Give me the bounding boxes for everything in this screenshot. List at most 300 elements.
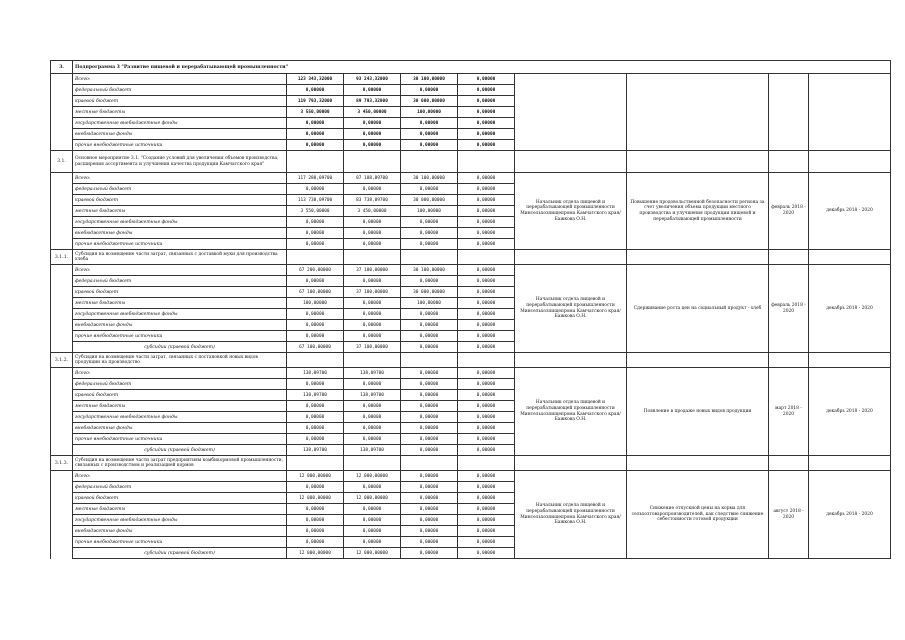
amount-cell: 30 000,00000 xyxy=(401,195,458,206)
amount-cell: 0,00000 xyxy=(287,276,344,287)
blank-cell xyxy=(287,456,344,471)
amount-cell: 0,00000 xyxy=(287,320,344,331)
amount-cell: 0,00000 xyxy=(458,412,515,423)
amount-cell: 0,00000 xyxy=(344,504,401,515)
amount-cell: 119 793,32000 xyxy=(287,96,344,107)
amount-cell: 0,00000 xyxy=(458,195,515,206)
blank-cell xyxy=(344,250,401,265)
document-sheet xyxy=(50,60,890,556)
amount-cell: 0,00000 xyxy=(458,276,515,287)
blank-cell xyxy=(458,250,515,265)
row-number-cell xyxy=(51,504,73,515)
amount-cell: 138,09700 xyxy=(287,390,344,401)
row-number-cell xyxy=(51,412,73,423)
row-number-cell xyxy=(51,107,73,118)
start-date-cell xyxy=(769,74,809,151)
amount-cell: 0,00000 xyxy=(401,239,458,250)
amount-cell: 3 550,00000 xyxy=(287,107,344,118)
amount-cell: 0,00000 xyxy=(344,537,401,548)
amount-cell: 0,00000 xyxy=(344,401,401,412)
amount-cell: 0,00000 xyxy=(458,445,515,456)
amount-cell: 0,00000 xyxy=(344,228,401,239)
amount-cell: 123 343,32000 xyxy=(287,74,344,85)
amount-cell: 67 200,00000 xyxy=(287,265,344,276)
table-body xyxy=(51,61,891,559)
row-number-cell xyxy=(51,342,73,353)
amount-cell: 0,00000 xyxy=(458,320,515,331)
row-number-cell xyxy=(51,276,73,287)
blank-cell xyxy=(515,250,627,265)
amount-cell: 0,00000 xyxy=(344,217,401,228)
result-cell xyxy=(627,74,769,151)
row-number-cell xyxy=(51,331,73,342)
result-cell: Повышение продовольственной безопасности региона за счет увеличения объема продукции местного производства и улучшения продукции пищевой и перерабатывающей промышленности xyxy=(627,173,769,250)
row-number-cell xyxy=(51,239,73,250)
amount-cell: 0,00000 xyxy=(287,184,344,195)
row-number-cell xyxy=(51,217,73,228)
responsible-cell: Начальник отдела пищевой и перерабатывающей промышленности Минсельхозпищепрома Камчатского края/ Бажкова О.Н. xyxy=(515,368,627,456)
amount-cell: 0,00000 xyxy=(458,140,515,151)
amount-cell: 67 100,00000 xyxy=(287,342,344,353)
amount-cell: 0,00000 xyxy=(344,140,401,151)
amount-cell: 0,00000 xyxy=(287,309,344,320)
amount-cell: 0,00000 xyxy=(344,184,401,195)
amount-cell: 117 288,09700 xyxy=(287,173,344,184)
amount-cell: 0,00000 xyxy=(458,548,515,559)
responsible-cell xyxy=(515,74,627,151)
amount-cell: 3 450,00000 xyxy=(344,107,401,118)
end-date-cell: декабрь 2018 - 2020 xyxy=(809,368,891,456)
amount-cell: 0,00000 xyxy=(401,537,458,548)
amount-cell: 0,00000 xyxy=(401,184,458,195)
amount-cell: 0,00000 xyxy=(401,140,458,151)
amount-cell: 0,00000 xyxy=(458,482,515,493)
amount-cell: 138,09700 xyxy=(344,390,401,401)
funding-source-label: федеральный бюджет xyxy=(73,85,287,96)
measure-number: 3.1.1. xyxy=(51,250,73,265)
start-date-cell: февраль 2018 - 2020 xyxy=(769,265,809,353)
funding-source-label: федеральный бюджет xyxy=(73,379,287,390)
amount-cell: 0,00000 xyxy=(458,287,515,298)
measure-header-row xyxy=(51,250,891,265)
amount-cell: 0,00000 xyxy=(458,423,515,434)
amount-cell: 0,00000 xyxy=(401,228,458,239)
amount-cell: 100,00000 xyxy=(401,298,458,309)
row-number-cell xyxy=(51,85,73,96)
funding-source-label: субсидии (краевой бюджет) xyxy=(73,342,287,353)
funding-source-label: внебюджетные фонды xyxy=(73,423,287,434)
table-row xyxy=(51,74,891,85)
funding-source-label: краевой бюджет xyxy=(73,390,287,401)
amount-cell: 0,00000 xyxy=(344,298,401,309)
funding-source-label: Всего: xyxy=(73,265,287,276)
amount-cell: 0,00000 xyxy=(287,526,344,537)
row-number-cell xyxy=(51,379,73,390)
amount-cell: 0,00000 xyxy=(458,206,515,217)
blank-cell xyxy=(627,151,769,173)
amount-cell: 0,00000 xyxy=(401,129,458,140)
row-number-cell xyxy=(51,206,73,217)
row-number-cell xyxy=(51,228,73,239)
amount-cell: 0,00000 xyxy=(401,434,458,445)
amount-cell: 12 000,00000 xyxy=(287,493,344,504)
amount-cell: 30 000,00000 xyxy=(401,96,458,107)
amount-cell: 0,00000 xyxy=(401,504,458,515)
funding-source-label: Всего: xyxy=(73,74,287,85)
funding-source-label: государственные внебюджетные фонды xyxy=(73,217,287,228)
funding-source-label: федеральный бюджет xyxy=(73,482,287,493)
amount-cell: 0,00000 xyxy=(458,390,515,401)
blank-cell xyxy=(344,456,401,471)
amount-cell: 0,00000 xyxy=(401,401,458,412)
measure-title: Субсидия на возмещение части затрат, связанных с доставкой муки для производства хлеба xyxy=(73,250,287,265)
amount-cell: 0,00000 xyxy=(287,331,344,342)
amount-cell: 0,00000 xyxy=(401,493,458,504)
amount-cell: 0,00000 xyxy=(458,342,515,353)
measure-header-row xyxy=(51,353,891,368)
amount-cell: 138,09700 xyxy=(344,445,401,456)
row-number-cell xyxy=(51,368,73,379)
amount-cell: 0,00000 xyxy=(458,228,515,239)
amount-cell: 0,00000 xyxy=(287,85,344,96)
amount-cell: 12 000,00000 xyxy=(344,548,401,559)
amount-cell: 12 000,00000 xyxy=(287,471,344,482)
start-date-cell: август 2018 - 2020 xyxy=(769,471,809,559)
row-number-cell xyxy=(51,526,73,537)
amount-cell: 0,00000 xyxy=(287,412,344,423)
blank-cell xyxy=(401,151,458,173)
amount-cell: 0,00000 xyxy=(344,482,401,493)
amount-cell: 138,09700 xyxy=(344,368,401,379)
amount-cell: 0,00000 xyxy=(458,96,515,107)
row-number-cell xyxy=(51,471,73,482)
row-number-cell xyxy=(51,195,73,206)
row-number-cell xyxy=(51,129,73,140)
amount-cell: 0,00000 xyxy=(344,434,401,445)
amount-cell: 0,00000 xyxy=(287,482,344,493)
amount-cell: 0,00000 xyxy=(344,331,401,342)
funding-source-label: федеральный бюджет xyxy=(73,276,287,287)
amount-cell: 0,00000 xyxy=(401,482,458,493)
amount-cell: 3 450,00000 xyxy=(344,206,401,217)
blank-cell xyxy=(458,456,515,471)
blank-cell xyxy=(627,353,769,368)
amount-cell: 100,00000 xyxy=(401,107,458,118)
end-date-cell: декабрь 2018 - 2020 xyxy=(809,471,891,559)
amount-cell: 87 188,09700 xyxy=(344,173,401,184)
amount-cell: 0,00000 xyxy=(287,379,344,390)
amount-cell: 0,00000 xyxy=(458,401,515,412)
amount-cell: 0,00000 xyxy=(458,537,515,548)
amount-cell: 30 100,00000 xyxy=(401,265,458,276)
blank-cell xyxy=(287,151,344,173)
start-date-cell: март 2018 - 2020 xyxy=(769,368,809,456)
amount-cell: 0,00000 xyxy=(401,548,458,559)
funding-source-label: внебюджетные фонды xyxy=(73,320,287,331)
amount-cell: 0,00000 xyxy=(458,331,515,342)
blank-cell xyxy=(809,151,891,173)
funding-source-label: государственные внебюджетные фонды xyxy=(73,515,287,526)
amount-cell: 0,00000 xyxy=(458,504,515,515)
amount-cell: 138,09700 xyxy=(287,368,344,379)
funding-source-label: прочие внебюджетные источники xyxy=(73,537,287,548)
funding-source-label: внебюджетные фонды xyxy=(73,228,287,239)
amount-cell: 0,00000 xyxy=(344,320,401,331)
row-number-cell xyxy=(51,482,73,493)
amount-cell: 0,00000 xyxy=(287,515,344,526)
amount-cell: 0,00000 xyxy=(458,309,515,320)
funding-source-label: внебюджетные фонды xyxy=(73,129,287,140)
amount-cell: 83 738,09700 xyxy=(344,195,401,206)
measure-title: Субсидия на возмещение части затрат, связанных с постановкой новых видов продукции на производство xyxy=(73,353,287,368)
responsible-cell: Начальник отдела пищевой и перерабатывающей промышленности Минсельхозпищепрома Камчатского края/ Бажкова О.Н. xyxy=(515,265,627,353)
amount-cell: 0,00000 xyxy=(458,493,515,504)
funding-source-label: местные бюджеты xyxy=(73,401,287,412)
funding-source-label: субсидии (краевой бюджет) xyxy=(73,548,287,559)
amount-cell: 0,00000 xyxy=(344,129,401,140)
amount-cell: 89 793,32000 xyxy=(344,96,401,107)
amount-cell: 30 000,00000 xyxy=(401,287,458,298)
amount-cell: 0,00000 xyxy=(458,434,515,445)
amount-cell: 0,00000 xyxy=(287,217,344,228)
amount-cell: 0,00000 xyxy=(401,526,458,537)
measure-header-row xyxy=(51,456,891,471)
amount-cell: 0,00000 xyxy=(287,504,344,515)
amount-cell: 0,00000 xyxy=(458,379,515,390)
amount-cell: 0,00000 xyxy=(458,173,515,184)
amount-cell: 0,00000 xyxy=(458,184,515,195)
amount-cell: 0,00000 xyxy=(287,423,344,434)
row-number-cell xyxy=(51,173,73,184)
measure-title: Субсидия на возмещение части затрат предприятиям комбикормовой промышленности, связанных с производством и реализацией кормов xyxy=(73,456,287,471)
amount-cell: 37 100,00000 xyxy=(344,287,401,298)
row-number-cell xyxy=(51,184,73,195)
subprogram-number: 3. xyxy=(51,61,73,74)
blank-cell xyxy=(344,151,401,173)
funding-source-label: Всего: xyxy=(73,368,287,379)
amount-cell: 0,00000 xyxy=(458,298,515,309)
amount-cell: 0,00000 xyxy=(458,239,515,250)
table-row xyxy=(51,368,891,379)
funding-source-label: прочие внебюджетные источники xyxy=(73,140,287,151)
amount-cell: 37 100,00000 xyxy=(344,265,401,276)
funding-source-label: государственные внебюджетные фонды xyxy=(73,118,287,129)
row-number-cell xyxy=(51,74,73,85)
blank-cell xyxy=(627,250,769,265)
blank-cell xyxy=(769,456,809,471)
amount-cell: 0,00000 xyxy=(458,85,515,96)
result-cell: Снижение отпускной цены на корма для сельхозтоваропроизводителей, как следствие снижение себестоимости готовой продукции xyxy=(627,471,769,559)
blank-cell xyxy=(809,353,891,368)
row-number-cell xyxy=(51,320,73,331)
blank-cell xyxy=(515,456,627,471)
responsible-cell: Начальник отдела пищевой и перерабатывающей промышленности Минсельхозпищепрома Камчатского края/ Бажкова О.Н. xyxy=(515,471,627,559)
amount-cell: 100,00000 xyxy=(401,206,458,217)
amount-cell: 0,00000 xyxy=(287,537,344,548)
row-number-cell xyxy=(51,493,73,504)
blank-cell xyxy=(287,353,344,368)
measure-number: 3.1.2. xyxy=(51,353,73,368)
funding-source-label: краевой бюджет xyxy=(73,493,287,504)
amount-cell: 0,00000 xyxy=(458,118,515,129)
funding-source-label: краевой бюджет xyxy=(73,96,287,107)
funding-source-label: государственные внебюджетные фонды xyxy=(73,412,287,423)
amount-cell: 0,00000 xyxy=(344,309,401,320)
funding-source-label: местные бюджеты xyxy=(73,504,287,515)
amount-cell: 0,00000 xyxy=(401,423,458,434)
funding-source-label: государственные внебюджетные фонды xyxy=(73,309,287,320)
amount-cell: 0,00000 xyxy=(458,526,515,537)
amount-cell: 0,00000 xyxy=(458,265,515,276)
blank-cell xyxy=(401,250,458,265)
end-date-cell xyxy=(809,74,891,151)
row-number-cell xyxy=(51,287,73,298)
amount-cell: 113 738,09700 xyxy=(287,195,344,206)
row-number-cell xyxy=(51,265,73,276)
amount-cell: 0,00000 xyxy=(401,320,458,331)
amount-cell: 93 243,32000 xyxy=(344,74,401,85)
funding-source-label: прочие внебюджетные источники xyxy=(73,239,287,250)
subprogram-row xyxy=(51,61,891,74)
amount-cell: 12 000,00000 xyxy=(344,493,401,504)
blank-cell xyxy=(515,151,627,173)
funding-source-label: Всего: xyxy=(73,173,287,184)
amount-cell: 0,00000 xyxy=(458,129,515,140)
amount-cell: 30 100,00000 xyxy=(401,74,458,85)
amount-cell: 0,00000 xyxy=(458,471,515,482)
amount-cell: 0,00000 xyxy=(287,239,344,250)
amount-cell: 0,00000 xyxy=(401,342,458,353)
blank-cell xyxy=(458,353,515,368)
amount-cell: 0,00000 xyxy=(401,276,458,287)
funding-source-label: внебюджетные фонды xyxy=(73,526,287,537)
amount-cell: 0,00000 xyxy=(344,379,401,390)
blank-cell xyxy=(287,250,344,265)
row-number-cell xyxy=(51,401,73,412)
funding-source-label: прочие внебюджетные источники xyxy=(73,331,287,342)
blank-cell xyxy=(809,456,891,471)
blank-cell xyxy=(458,151,515,173)
funding-source-label: федеральный бюджет xyxy=(73,184,287,195)
amount-cell: 0,00000 xyxy=(401,412,458,423)
amount-cell: 0,00000 xyxy=(401,471,458,482)
amount-cell: 12 000,00000 xyxy=(287,548,344,559)
amount-cell: 3 550,00000 xyxy=(287,206,344,217)
amount-cell: 0,00000 xyxy=(287,140,344,151)
funding-source-label: субсидии (краевой бюджет) xyxy=(73,445,287,456)
row-number-cell xyxy=(51,548,73,559)
amount-cell: 0,00000 xyxy=(344,276,401,287)
blank-cell xyxy=(809,250,891,265)
amount-cell: 0,00000 xyxy=(458,515,515,526)
row-number-cell xyxy=(51,298,73,309)
funding-source-label: Всего: xyxy=(73,471,287,482)
row-number-cell xyxy=(51,96,73,107)
row-number-cell xyxy=(51,423,73,434)
blank-cell xyxy=(401,353,458,368)
amount-cell: 0,00000 xyxy=(458,217,515,228)
amount-cell: 0,00000 xyxy=(344,412,401,423)
amount-cell: 0,00000 xyxy=(287,434,344,445)
amount-cell: 100,00000 xyxy=(287,298,344,309)
blank-cell xyxy=(769,151,809,173)
amount-cell: 0,00000 xyxy=(344,118,401,129)
amount-cell: 0,00000 xyxy=(401,515,458,526)
blank-cell xyxy=(401,456,458,471)
blank-cell xyxy=(769,250,809,265)
measure-title: Основное мероприятие 3.1. "Создание условий для увеличения объемов производства, расширения ассортимента и улучшения качества продукции Камчатского края" xyxy=(73,151,287,173)
amount-cell: 0,00000 xyxy=(401,85,458,96)
amount-cell: 0,00000 xyxy=(344,515,401,526)
table-row xyxy=(51,471,891,482)
amount-cell: 0,00000 xyxy=(401,445,458,456)
result-cell: Сдерживание роста цен на социальный продукт - хлеб xyxy=(627,265,769,353)
funding-source-label: местные бюджеты xyxy=(73,107,287,118)
amount-cell: 0,00000 xyxy=(401,331,458,342)
table-row xyxy=(51,265,891,276)
row-number-cell xyxy=(51,140,73,151)
amount-cell: 0,00000 xyxy=(287,118,344,129)
funding-source-label: краевой бюджет xyxy=(73,195,287,206)
amount-cell: 0,00000 xyxy=(458,107,515,118)
amount-cell: 0,00000 xyxy=(401,118,458,129)
amount-cell: 138,09700 xyxy=(287,445,344,456)
amount-cell: 0,00000 xyxy=(287,129,344,140)
row-number-cell xyxy=(51,118,73,129)
funding-source-label: прочие внебюджетные источники xyxy=(73,434,287,445)
start-date-cell: февраль 2018 - 2020 xyxy=(769,173,809,250)
blank-cell xyxy=(769,353,809,368)
funding-source-label: краевой бюджет xyxy=(73,287,287,298)
subprogram-title: Подпрограмма 3 "Развитие пищевой и перерабатывающей промышленности" xyxy=(73,61,891,74)
amount-cell: 0,00000 xyxy=(401,379,458,390)
amount-cell: 0,00000 xyxy=(287,228,344,239)
measure-number: 3.1.3. xyxy=(51,456,73,471)
amount-cell: 0,00000 xyxy=(401,309,458,320)
measure-number: 3.1. xyxy=(51,151,73,173)
amount-cell: 0,00000 xyxy=(344,423,401,434)
blank-cell xyxy=(627,456,769,471)
responsible-cell: Начальник отдела пищевой и перерабатывающей промышленности Минсельхозпищепрома Камчатского края/ Бажкова О.Н. xyxy=(515,173,627,250)
blank-cell xyxy=(344,353,401,368)
amount-cell: 0,00000 xyxy=(458,74,515,85)
row-number-cell xyxy=(51,434,73,445)
funding-source-label: местные бюджеты xyxy=(73,206,287,217)
amount-cell: 12 000,00000 xyxy=(344,471,401,482)
blank-cell xyxy=(515,353,627,368)
row-number-cell xyxy=(51,537,73,548)
row-number-cell xyxy=(51,390,73,401)
amount-cell: 37 100,00000 xyxy=(344,342,401,353)
row-number-cell xyxy=(51,445,73,456)
funding-source-label: местные бюджеты xyxy=(73,298,287,309)
row-number-cell xyxy=(51,515,73,526)
amount-cell: 0,00000 xyxy=(344,526,401,537)
table-row xyxy=(51,173,891,184)
amount-cell: 0,00000 xyxy=(344,239,401,250)
measure-header-row xyxy=(51,151,891,173)
result-cell: Появление в продаже новых видов продукции xyxy=(627,368,769,456)
amount-cell: 30 100,00000 xyxy=(401,173,458,184)
amount-cell: 0,00000 xyxy=(344,85,401,96)
end-date-cell: декабрь 2018 - 2020 xyxy=(809,265,891,353)
amount-cell: 0,00000 xyxy=(287,401,344,412)
program-table xyxy=(50,60,891,559)
amount-cell: 0,00000 xyxy=(401,217,458,228)
amount-cell: 67 100,00000 xyxy=(287,287,344,298)
end-date-cell: декабрь 2018 - 2020 xyxy=(809,173,891,250)
row-number-cell xyxy=(51,309,73,320)
